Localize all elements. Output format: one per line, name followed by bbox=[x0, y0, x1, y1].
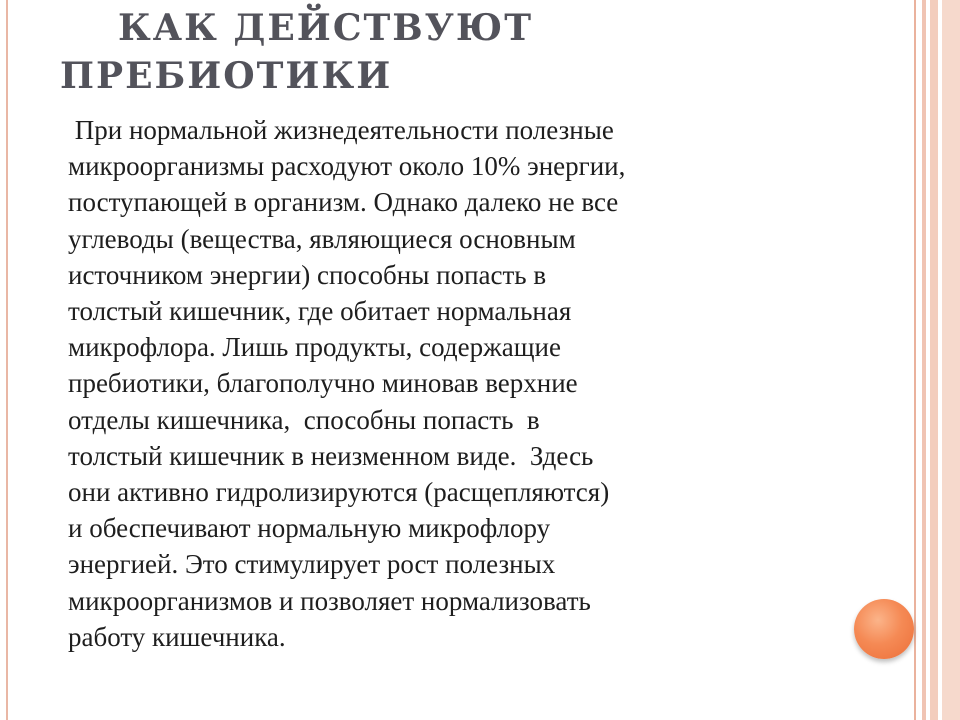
orange-orb-decoration bbox=[854, 599, 914, 659]
body-line: энергией. Это стимулирует рост полезных bbox=[68, 549, 556, 580]
body-line: микроорганизмов и позволяет нормализовать bbox=[68, 585, 591, 616]
body-line: При нормальной жизнедеятельности полезные bbox=[68, 115, 614, 145]
body-line: они активно гидролизируются (расщепляются) bbox=[68, 477, 610, 508]
body-line: толстый кишечник, где обитает нормальная bbox=[68, 296, 572, 327]
body-line: поступающей в организм. Однако далеко не все bbox=[68, 187, 619, 218]
slide-body-paragraph bbox=[68, 112, 868, 655]
body-line: микрофлора. Лишь продукты, содержащие bbox=[68, 332, 561, 363]
slide-title-line: ПРЕБИОТИКИ bbox=[60, 55, 393, 97]
body-line: источником энергии) способны попасть в bbox=[68, 259, 547, 290]
body-line: отделы кишечника, способны попасть в bbox=[68, 404, 540, 435]
slide-title-line: КАК ДЕЙСТВУЮТ bbox=[118, 7, 534, 49]
body-line: углеводы (вещества, являющиеся основным bbox=[68, 223, 576, 254]
left-border-decoration bbox=[6, 0, 8, 720]
right-stripe-decoration bbox=[942, 0, 960, 720]
body-line: работу кишечника. bbox=[68, 621, 286, 652]
body-line: толстый кишечник в неизменном виде. Здесь bbox=[68, 440, 594, 471]
right-stripe-decoration bbox=[922, 0, 926, 720]
body-line: микроорганизмы расходуют около 10% энергии, bbox=[68, 151, 626, 182]
right-stripe-decoration bbox=[914, 0, 916, 720]
right-stripe-decoration bbox=[930, 0, 938, 720]
slide-title bbox=[60, 4, 880, 100]
body-line: и обеспечивают нормальную микрофлору bbox=[68, 513, 551, 544]
body-line: пребиотики, благополучно миновав верхние bbox=[68, 368, 578, 399]
